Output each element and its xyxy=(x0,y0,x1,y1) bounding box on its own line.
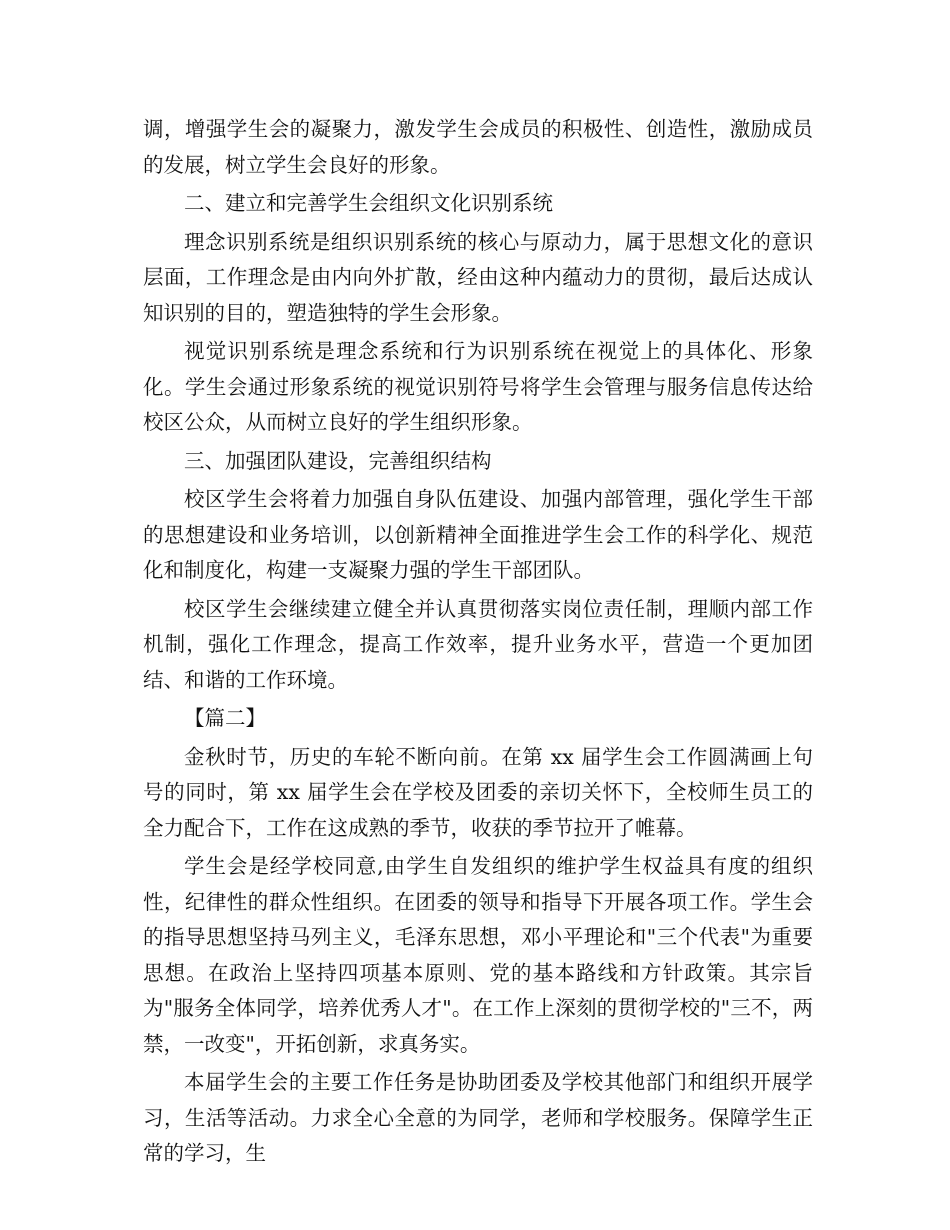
section-heading-3: 三、加强团队建设，完善组织结构 xyxy=(184,448,492,473)
paragraph-10: 学生会是经学校同意,由学生自发组织的维护学生权益具有度的组织性，纪律性的群众性组织。在团委的领导和指导下开展各项工作。学生会的指导思想坚持马列主义，毛泽东思想，邓小平理论和"三个代表"为重要思想。在政治上坚持四项基本原则、党的基本路线和方针政策。其宗旨为"服务全体同学，培养优秀人才"。在工作上深刻的贯彻学校的"三不，两禁，一改变"，开拓创新，求真务实。 xyxy=(143,854,813,1056)
paragraph-9: 金秋时节，历史的车轮不断向前。在第 xx 届学生会工作圆满画上句号的同时，第 xx 届学生会在学校及团委的亲切关怀下，全校师生员工的全力配合下，工作在这成熟的季节，收获的季节拉开了帷幕。 xyxy=(143,744,813,840)
paragraph-6: 校区学生会将着力加强自身队伍建设、加强内部管理，强化学生干部的思想建设和业务培训，以创新精神全面推进学生会工作的科学化、规范化和制度化，构建一支凝聚力强的学生干部团队。 xyxy=(143,487,813,582)
paragraph-11: 本届学生会的主要工作任务是协助团委及学校其他部门和组织开展学习，生活等活动。力求全心全意的为同学，老师和学校服务。保障学生正常的学习，生 xyxy=(143,1070,813,1165)
section-heading-2: 二、建立和完善学生会组织文化识别系统 xyxy=(184,191,553,215)
part-heading: 【篇二】 xyxy=(184,706,266,730)
paragraph-1: 调，增强学生会的凝聚力，激发学生会成员的积极性、创造性，激励成员的发展，树立学生会良好的形象。 xyxy=(143,117,813,177)
paragraph-7: 校区学生会继续建立健全并认真贯彻落实岗位责任制，理顺内部工作机制，强化工作理念，提高工作效率，提升业务水平，营造一个更加团结、和谐的工作环境。 xyxy=(143,596,813,692)
document-page xyxy=(143,112,813,1175)
paragraph-3: 理念识别系统是组织识别系统的核心与原动力，属于思想文化的意识层面，工作理念是由内向外扩散，经由这种内蕴动力的贯彻，最后达成认知识别的目的，塑造独特的学生会形象。 xyxy=(143,229,813,325)
paragraph-4: 视觉识别系统是理念系统和行为识别系统在视觉上的具体化、形象化。学生会通过形象系统的视觉识别符号将学生会管理与服务信息传达给校区公众，从而树立良好的学生组织形象。 xyxy=(143,339,813,434)
